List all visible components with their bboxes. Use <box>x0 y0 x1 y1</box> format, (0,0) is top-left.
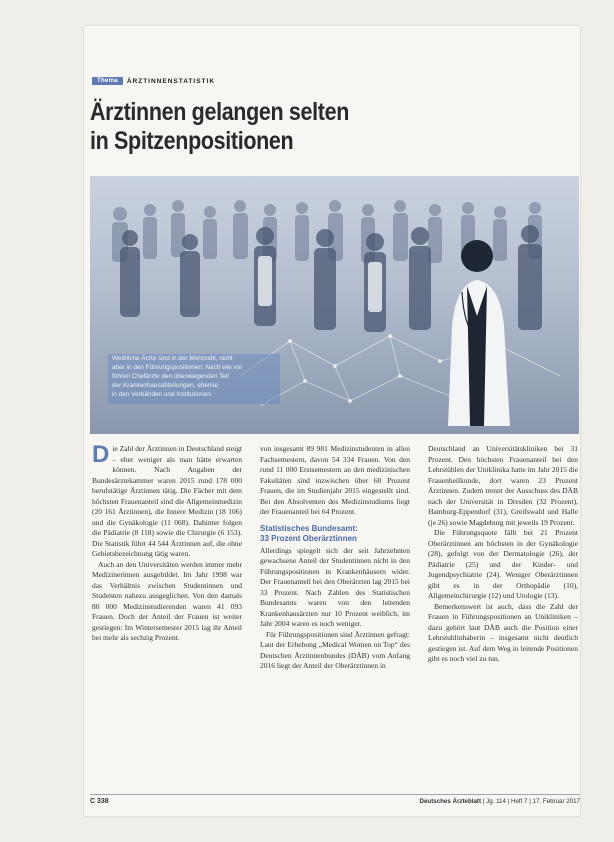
caption-line: der Krankenhausabteilungen, ebenso <box>112 382 219 389</box>
column-2 <box>260 444 410 672</box>
paragraph: Auch an den Universitäten werden immer mehr Medizinerinnen ausgebildet. Im Jahr 1998 war das Verhältnis zwischen Studentinnen und Studenten nahezu ausgeglichen. Von den damals 80 000 Medizinstudierenden waren 41 093 Frauen. Doch der Anteil der Frauen ist weiter gestiegen: Im Wintersemester 2015 lag ihr Anteil bei mehr als sechzig Prozent. <box>92 559 242 642</box>
subheading-line: 33 Prozent Oberärztinnen <box>260 533 357 543</box>
magazine-page <box>84 26 580 816</box>
paragraph: Für Führungspositionen sind Ärztinnen gefragt: Laut der Erhebung „Medical Women on Top“ des Deutschen Ärztinnenbundes (DÄB) vom Anfang 2016 liegt der Anteil der Oberärztinnen in <box>260 629 410 670</box>
issue-info: Jg. 114 | Heft 7 | 17. Februar 2017 <box>486 798 580 805</box>
caption-line: Weibliche Ärzte sind in der Mehrzahl, nicht <box>112 355 233 362</box>
journal-name: Deutsches Ärzteblatt <box>419 798 482 805</box>
caption-line: führen Chefärzte den überwiegenden Teil <box>112 373 229 380</box>
drop-cap: D <box>92 441 110 468</box>
subheading-line: Statistisches Bundesamt: <box>260 523 358 533</box>
title-line: Ärztinnen gelangen selten <box>90 98 350 126</box>
paragraph: Bemerkenswert ist auch, dass die Zahl der Frauen in Führungspositionen an Unikliniken – dazu gehört laut DÄB auch die Position einer Lehrstuhlinhaberin – insgesamt nicht deutlich gestiegen ist. Auf dem Weg in leitende Positionen gibt es noch viel zu tun. <box>428 601 578 663</box>
paragraph <box>92 441 242 560</box>
article-body <box>90 441 580 784</box>
subheading <box>260 524 410 544</box>
column-3 <box>428 444 578 665</box>
paragraph: von insgesamt 89 981 Medizinstudenten in allen Fachsemestern, davon 54 334 Frauen. Von den rund 11 000 Erstsemestern an den medizinischen Fakultäten sind inzwischen über 60 Prozent Frauen, die im Studienjahr 2015 eingestellt sind. Bei den Absolventen des Medizinstudiums liegt der Frauenanteil bei 64 Prozent. <box>260 444 410 516</box>
caption-line: aber in den Führungspositionen: Nach wie vor <box>112 364 243 371</box>
caption-line: in den Verbänden und Institutionen. <box>112 391 213 398</box>
paragraph-text: ie Zahl der Ärztinnen in Deutschland steigt – eher weniger als man hätte erwarten können. Nach Angaben der Bundesärztekammer waren 2015 rund 178 000 berufstätige Ärztinnen tätig. Die Fächer mit dem höchsten Frauenanteil sind die Allgemeinmedizin (20 161 Ärztinnen), die Innere Medizin (18 106) und die Gynäkologie (11 068). Dahinter folgen die Pädiatrie (8 118) sowie die Chirurgie (6 153). Die Statistik führt 44 544 Ärztinnen auf, die ohne Gebietsbezeichnung tätig waren. <box>92 444 242 558</box>
paragraph: Deutschland an Universitätskliniken bei 31 Prozent. Den höchsten Frauenanteil bei den Lehrstühlen der Uniklinika hatte im Jahr 2015 die Frauenheilkunde, dort waren 23 Prozent Ärztinnen. Zudem trennt der Ausschuss des DÄB nach der Universität in Dresden (32 Prozent), Hamburg-Eppendorf (31), Greifswald und Halle (je 26) sowie Magdeburg mit jeweils 19 Prozent. <box>428 444 578 527</box>
hero-image <box>90 176 579 434</box>
column-1 <box>92 441 242 644</box>
journal-citation: Deutsches Ärzteblatt | Jg. 114 | Heft 7 | 17. Februar 2017 <box>419 798 580 805</box>
paragraph: Die Führungsquote fällt bei 21 Prozent Oberärztinnen am höchsten in der Gynäkologie (28), gefolgt von der Dermatologie (26), der Pädiatrie (25) und der Kinder- und Jugendpsychiatrie (24). Weniger Oberärztinnen gibt es in der Orthopädie (10), Allgemeinchirurgie (12) und Urologie (13). <box>428 528 578 600</box>
page-footer <box>90 794 580 807</box>
page-number: C 338 <box>90 798 109 805</box>
rubric-line <box>92 76 215 86</box>
article-title <box>90 98 417 156</box>
title-line: in Spitzenpositionen <box>90 127 294 155</box>
rubric-topic: ÄRZTINNENSTATISTIK <box>126 77 216 85</box>
image-caption <box>108 354 280 404</box>
rubric-label: Thema <box>92 77 123 85</box>
paragraph: Allerdings spiegelt sich der seit Jahrzehnten gewachsene Anteil der Studentinnen nicht in den Führungspositionen in Krankenhäusern wider. Der Frauenanteil bei den Oberärzten lag 2015 bei 33 Prozent. Nach Zahlen des Statistischen Bundesamts waren von den leitenden Krankenhausärzten nur 10 Prozent weiblich, im Jahr 2004 waren es noch weniger. <box>260 545 410 628</box>
